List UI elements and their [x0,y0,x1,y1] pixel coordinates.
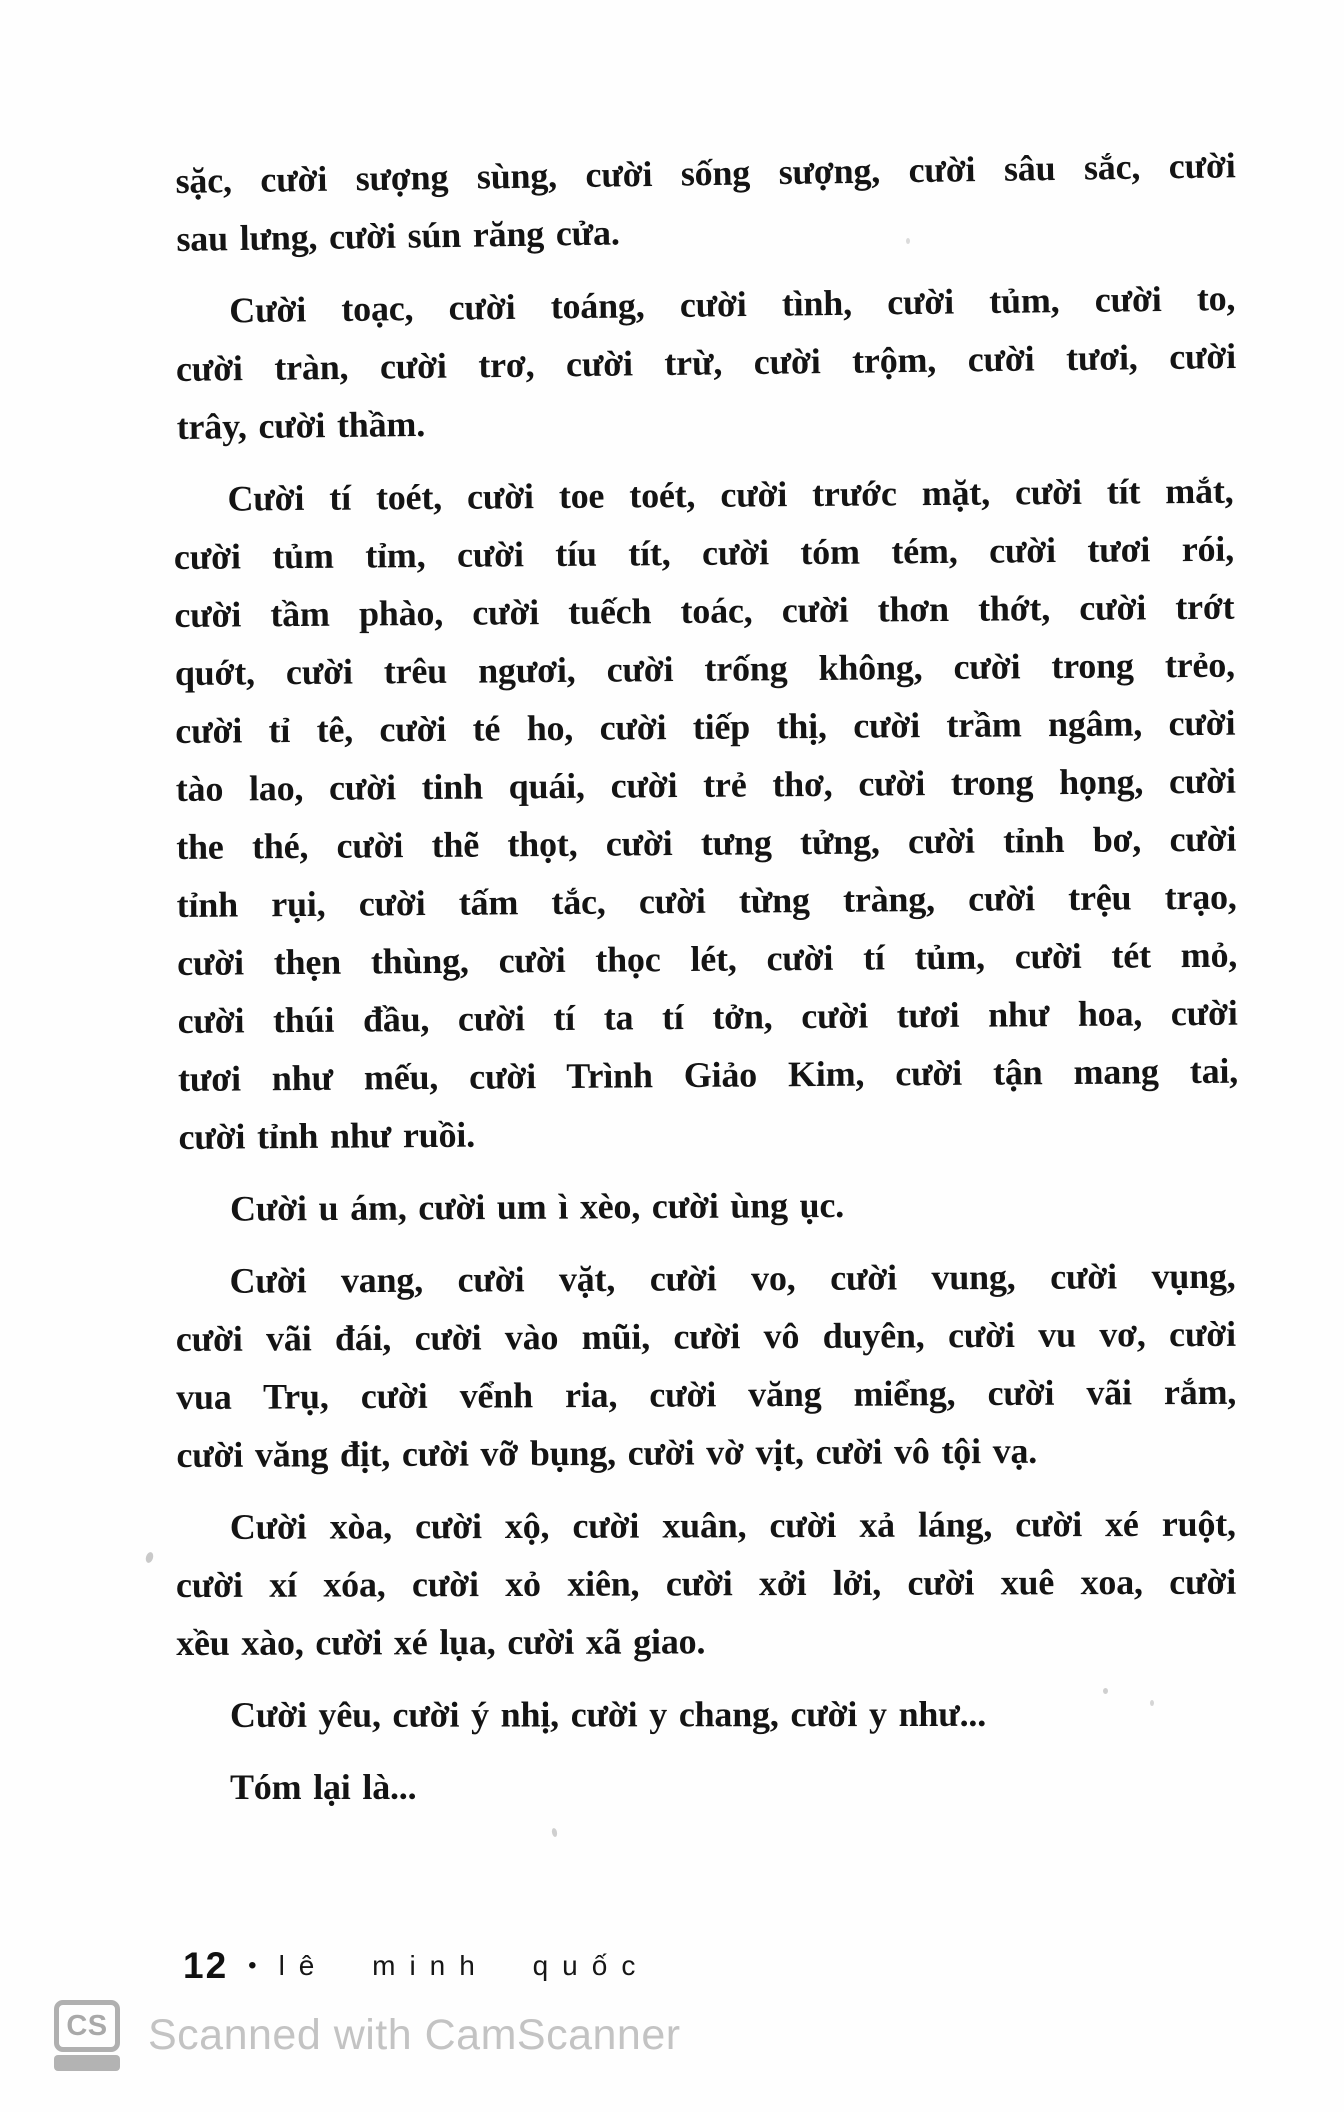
page-footer [183,1945,649,1987]
text-line: quớt, cười trêu ngươi, cười trống không, cười trong trẻo, [174,644,1235,694]
paragraph [175,269,1237,456]
text-line: cười tủm tỉm, cười tíu tít, cười tóm tém, cười tươi rói, [173,528,1235,578]
paragraph [176,1174,1236,1238]
scan-speck [906,238,910,244]
text-line: cười văng địt, cười vỡ bụng, cười vờ vịt, cười vô tội vạ. [176,1430,1038,1475]
paragraph [173,462,1238,1166]
text-line: cười tỉ tê, cười té ho, cười tiếp thị, cười trầm ngâm, cười [175,702,1236,752]
text-line: the thé, cười thẽ thọt, cười tưng tửng, cười tỉnh bơ, cười [176,818,1237,867]
text-line: sau lưng, cười sún răng cửa. [176,212,620,259]
text-line: cười tràn, cười trơ, cười trừ, cười trộm, cười tươi, cười [175,336,1237,389]
text-line: Cười tí toét, cười toe toét, cười trước mặt, cười tít mắt, [227,470,1234,519]
text-line: Cười u ám, cười um ì xèo, cười ùng ục. [229,1184,845,1229]
camscanner-logo-icon [54,2000,120,2071]
text-line: tào lao, cười tinh quái, cười trẻ thơ, cười trong họng, cười [175,760,1236,810]
page-number: 12 [183,1945,229,1986]
camscanner-watermark [54,2000,681,2071]
text-line: cười tỉnh như ruồi. [178,1114,476,1157]
text-line: vua Trụ, cười vểnh ria, cười văng miểng, cười vãi rắm, [176,1371,1237,1417]
text-line: Cười yêu, cười ý nhị, cười y chang, cười y như... [229,1693,987,1735]
text-line: cười vãi đái, cười vào mũi, cười vô duyên, cười vu vơ, cười [175,1313,1236,1360]
text-line: trây, cười thầm. [176,403,426,447]
scan-speck [1103,1688,1108,1694]
text-line: tươi như mếu, cười Trình Giảo Kim, cười tận mang tai, [177,1050,1239,1099]
paragraph [176,1685,1236,1744]
paragraph [175,1247,1236,1484]
paragraph [176,1495,1237,1672]
text-line: Cười xòa, cười xộ, cười xuân, cười xả láng, cười xé ruột, [229,1503,1236,1547]
scan-speck [144,1551,154,1564]
text-line: tỉnh rụi, cười tấm tắc, cười từng tràng, cười trệu trạo, [176,876,1237,925]
footer-bullet-icon: • [248,1952,257,1979]
paragraph [175,136,1237,268]
camscanner-logo-letters: CS [54,2000,120,2052]
text-line: cười tầm phào, cười tuếch toác, cười thơn thớt, cười trớt [174,586,1235,636]
text-line: cười thẹn thùng, cười thọc lét, cười tí tủm, cười tét mỏ, [176,934,1238,983]
text-line: cười thúi đầu, cười tí ta tí tởn, cười tươi như hoa, cười [177,992,1238,1041]
text-line: cười xí xóa, cười xỏ xiên, cười xởi lởi, cười xuê xoa, cười [175,1561,1237,1605]
camscanner-logo-bar [54,2055,120,2071]
paragraph [176,1758,1236,1816]
scan-speck [1150,1700,1154,1706]
text-line: xều xào, cười xé lụa, cười xã giao. [176,1621,706,1663]
text-line: sặc, cười sượng sùng, cười sống sượng, cười sâu sắc, cười [175,145,1236,202]
page-text [173,145,1239,1830]
watermark-label: Scanned with CamScanner [148,2011,681,2059]
text-line: Cười toạc, cười toáng, cười tình, cười tủm, cười to, [229,278,1236,331]
author-name: lê minh quốc [278,1950,650,1981]
text-line: Tóm lại là... [230,1767,417,1807]
text-line: Cười vang, cười vặt, cười vo, cười vung, cười vụng, [229,1255,1236,1301]
